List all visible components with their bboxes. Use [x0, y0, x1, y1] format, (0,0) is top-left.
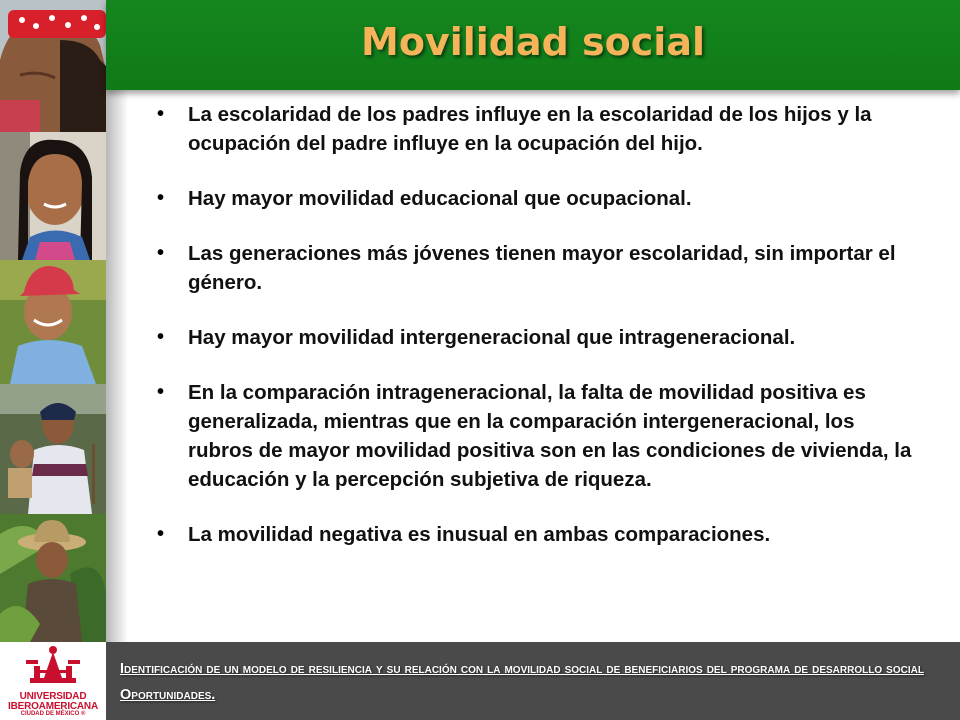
bullet-list [150, 100, 920, 575]
bullet-text: La movilidad negativa es inusual en ambas comparaciones. [188, 523, 771, 546]
bullet-text: Las generaciones más jóvenes tienen mayor escolaridad, sin importar el género. [188, 242, 896, 294]
bullet-icon: • [157, 381, 165, 403]
bullet-item [150, 100, 920, 158]
bullet-item [150, 184, 920, 213]
logo-text-line1: UNIVERSIDAD [19, 691, 87, 702]
bullet-item [150, 520, 920, 549]
bullet-item [150, 378, 920, 494]
footer-caption: Identificación de un modelo de resiliencia y su relación con la movilidad social de beneficiarios del programa de desarrollo social Oportunidades. [120, 661, 924, 703]
bullet-text: En la comparación intrageneracional, la falta de movilidad positiva es generalizada, mientras que en la comparación intergeneracional, los rubros de mayor movilidad positiva son en las condiciones de vivienda, la educación y la percepción subjetiva de riqueza. [188, 381, 912, 491]
bullet-icon: • [157, 326, 165, 348]
bullet-text: La escolaridad de los padres influye en la escolaridad de los hijos y la ocupación del padre influye en la ocupación del hijo. [188, 103, 872, 155]
man-red-headband-photo [0, 0, 106, 132]
logo-text-line3: CIUDAD DE MÉXICO ® [20, 711, 86, 717]
bullet-item [150, 323, 920, 352]
bullet-text: Hay mayor movilidad intergeneracional que intrageneracional. [188, 326, 796, 349]
photo-strip [0, 0, 106, 642]
woman-braids-photo [0, 132, 106, 260]
title-bar [106, 0, 960, 90]
bullet-icon: • [157, 187, 165, 209]
bullet-icon: • [157, 523, 165, 545]
bullet-item [150, 239, 920, 297]
slide-title: Movilidad social [361, 20, 705, 64]
man-red-cap-photo [0, 260, 106, 384]
woman-child-photo [0, 384, 106, 514]
bullet-icon: • [157, 242, 165, 264]
man-straw-hat-photo [0, 514, 106, 642]
bullet-icon: • [157, 103, 165, 125]
university-logo [0, 642, 106, 720]
photo-strip-shadow [106, 0, 128, 642]
logo-text-line2: IBEROAMERICANA [8, 701, 98, 712]
bullet-text: Hay mayor movilidad educacional que ocupacional. [188, 187, 692, 210]
footer-bar [0, 642, 960, 720]
logo-emblem-icon [0, 642, 106, 692]
